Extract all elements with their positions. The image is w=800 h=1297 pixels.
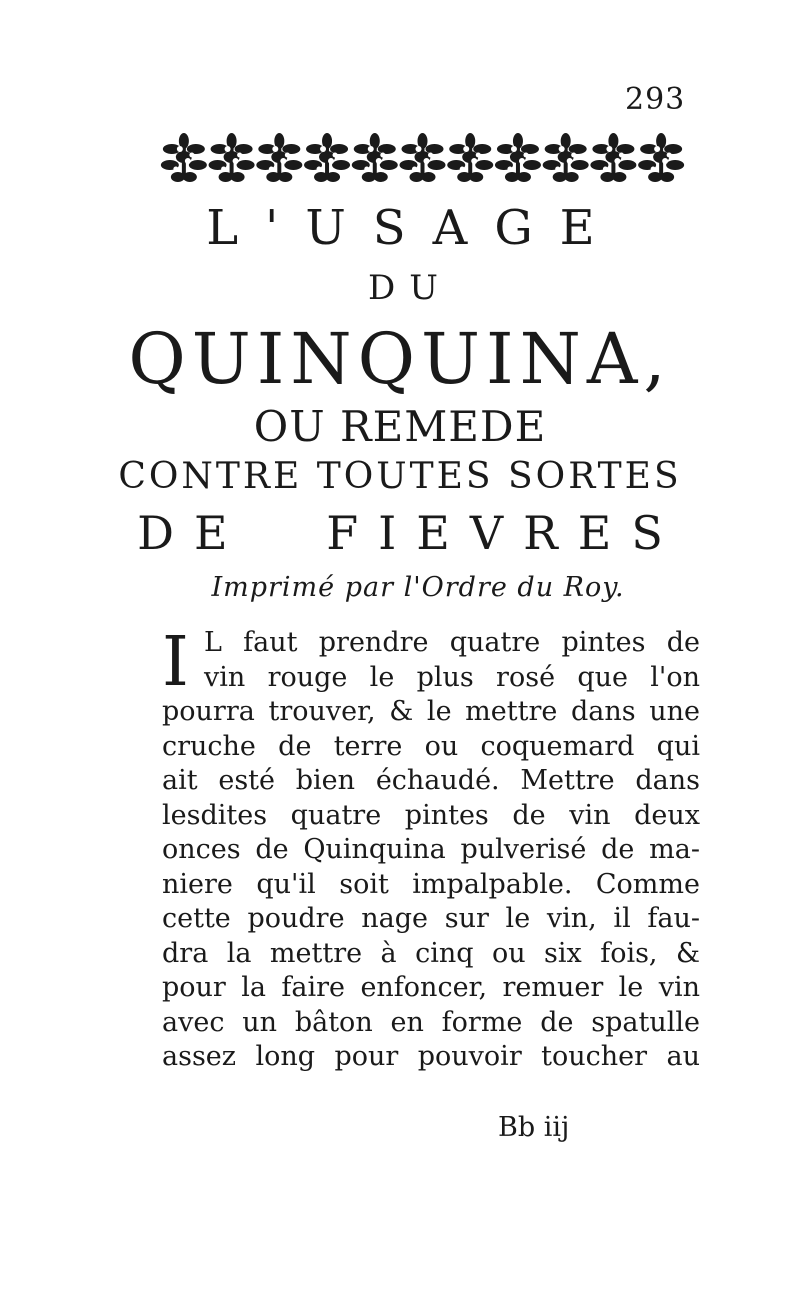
text-line: pourra trouver, & le mettre dans une [162,696,700,727]
fleuron-icon [209,133,255,182]
text-line: lesdites quatre pintes de vin deux [162,799,700,831]
fleuron-icon [590,133,636,182]
text-line: niere qu'il soit impalpable. Comme [162,868,700,900]
text-line: pour la faire enfoncer, remuer le vin [162,972,700,1003]
text-line: assez long pour pouvoir toucher au [162,1041,700,1072]
title-line-du: DU [368,268,452,308]
title-line-remede: OU REMEDE [253,402,547,451]
fleuron-icon [400,133,446,182]
fleuron-icon [543,133,589,182]
text-line: L faut prendre quatre pintes de [204,627,700,658]
text-line: ait esté bien échaudé. Mettre dans [162,765,700,796]
text-line: avec un bâton en forme de spatulle [162,1006,700,1038]
imprint-line: Imprimé par l'Ordre du Roy. [211,572,625,603]
body-text [162,623,700,1075]
catchword-signature: Bb iij [498,1112,570,1143]
text-line: dra la mettre à cinq ou six fois, & [162,937,700,969]
title-line-sortes: CONTRE TOUTES SORTES [118,456,682,497]
title-line-quinquina: QUINQUINA, [128,318,672,400]
title-line-fievres: DE FIEVRES [137,506,683,560]
fleuron-icon [638,133,684,182]
fleuron-icon [447,133,493,182]
text-line: cruche de terre ou coquemard qui [162,730,700,762]
drop-cap: I [162,623,189,702]
text-line: onces de Quinquina pulverisé de ma- [162,834,700,865]
fleuron-icon [304,133,350,182]
text-line: cette poudre nage sur le vin, il fau- [162,903,700,934]
fleuron-icon [495,133,541,182]
text-line: vin rouge le plus rosé que l'on [204,661,700,693]
fleuron-icon [352,133,398,182]
page-number: 293 [625,82,686,117]
title-line-usage: L'USAGE [206,200,622,256]
fleuron-icon [256,133,302,182]
fleuron-ornament-band [160,128,685,186]
fleuron-icon [161,133,207,182]
